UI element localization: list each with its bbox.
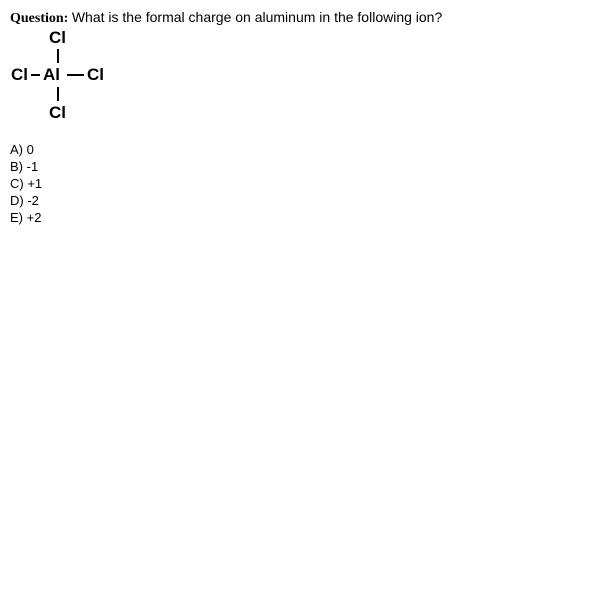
choice-b: B) -1	[10, 159, 39, 174]
question-text: What is the formal charge on aluminum in the following ion?	[71, 9, 443, 25]
atom-top-cl: Cl	[49, 28, 66, 47]
bond-right	[67, 74, 84, 76]
choice-d: D) -2	[10, 193, 39, 208]
lewis-structure	[0, 24, 130, 124]
choice-c: C) +1	[10, 176, 43, 191]
bond-bottom	[57, 87, 59, 101]
atom-bottom-cl: Cl	[49, 103, 66, 122]
bond-left	[31, 74, 40, 76]
question-label: Question:	[10, 11, 69, 26]
choice-e: E) +2	[10, 210, 42, 225]
choice-a: A) 0	[10, 142, 34, 157]
bond-top	[57, 49, 59, 63]
atom-right-cl: Cl	[87, 65, 104, 84]
answer-choices	[10, 141, 42, 226]
atom-left-cl: Cl	[11, 65, 28, 84]
atom-center-al: Al	[43, 65, 60, 84]
